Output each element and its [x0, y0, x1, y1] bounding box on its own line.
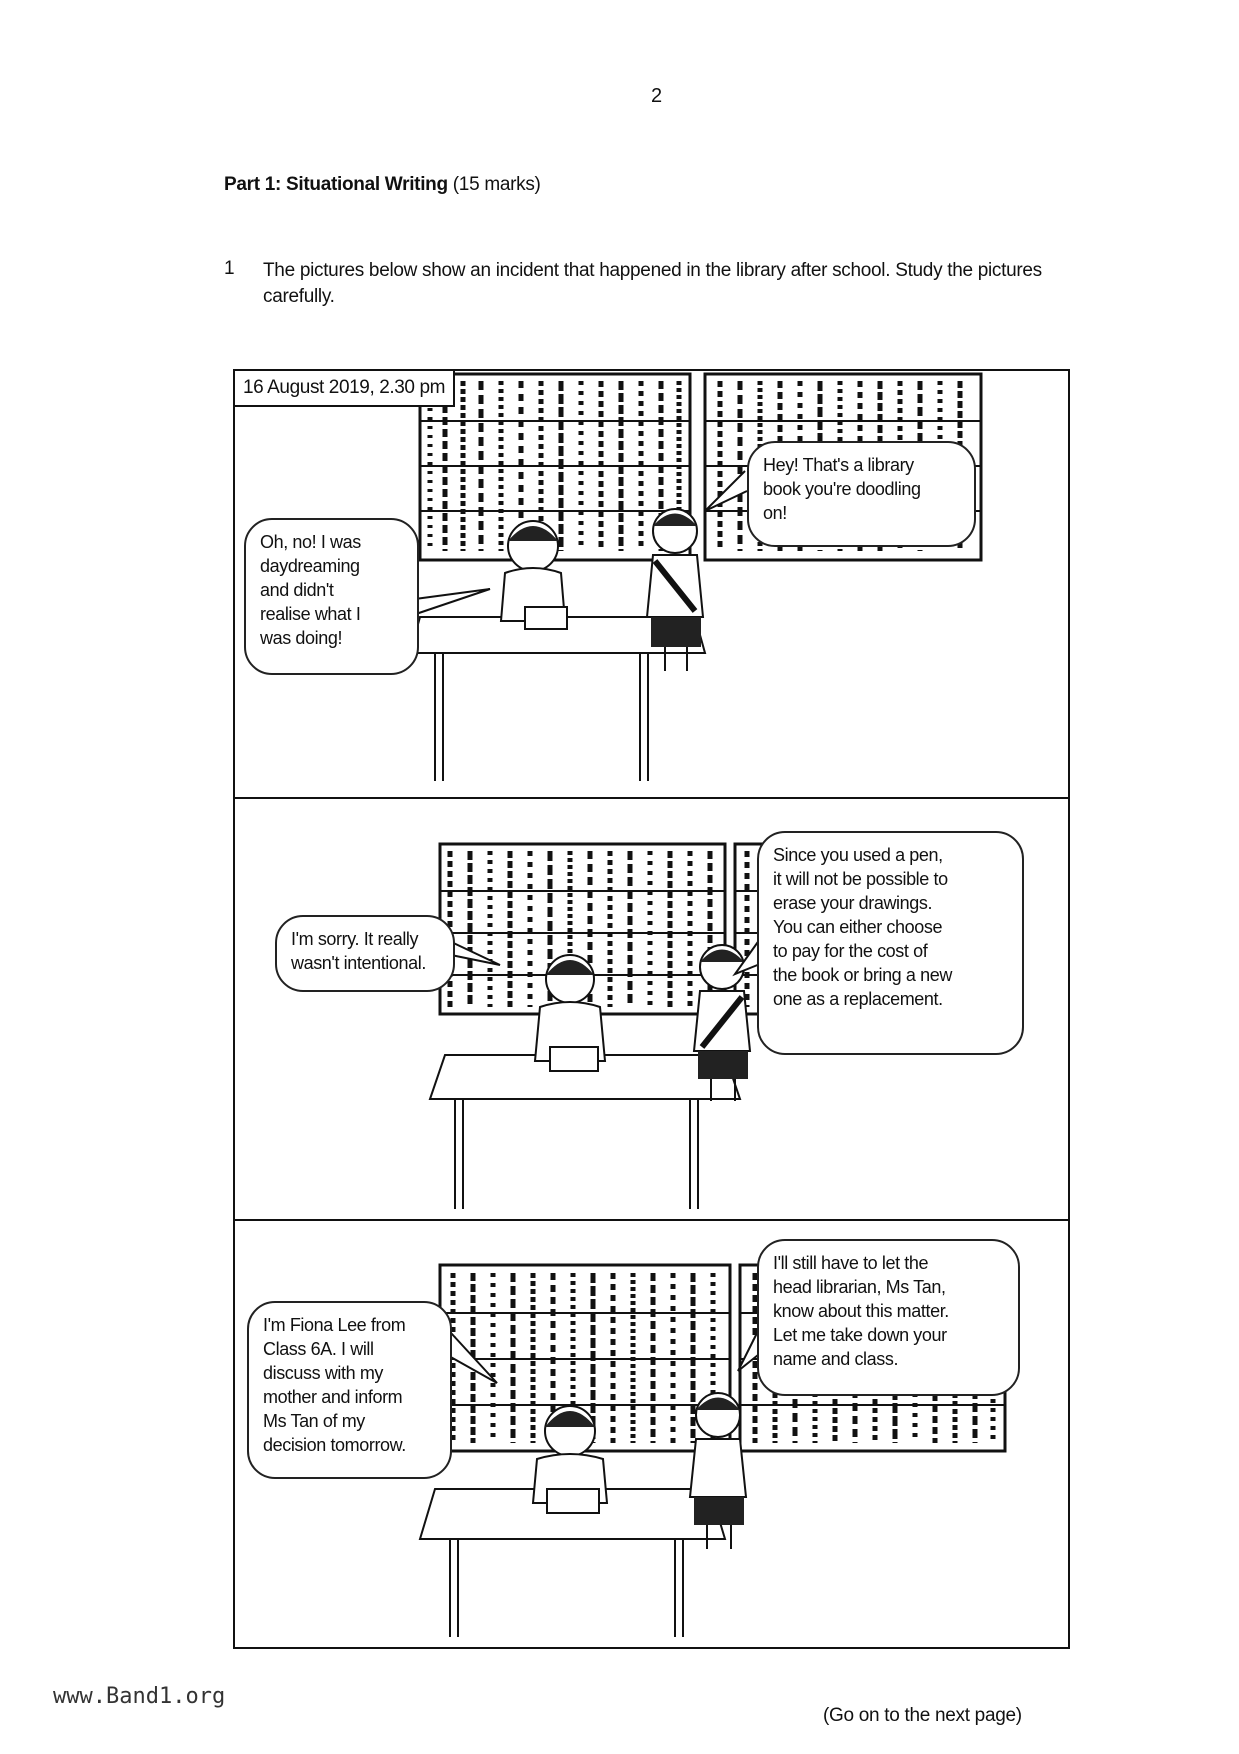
bubble-line: Ms Tan of my: [263, 1411, 365, 1431]
footer-url: www.Band1.org: [53, 1684, 226, 1709]
bubble-line: Hey! That's a library: [763, 455, 914, 475]
speech-bubble-girl: [275, 915, 455, 992]
comic-panel-3: [235, 1219, 1068, 1649]
bubble-line: Since you used a pen,: [773, 845, 943, 865]
bubble-line: daydreaming: [260, 556, 360, 576]
bubble-line: on!: [763, 503, 787, 523]
bubble-line: realise what I: [260, 604, 361, 624]
section-heading: [224, 174, 541, 196]
bubble-line: head librarian, Ms Tan,: [773, 1277, 946, 1297]
bubble-line: and didn't: [260, 580, 334, 600]
bubble-line: erase your drawings.: [773, 893, 933, 913]
bubble-line: was doing!: [260, 628, 343, 648]
bubble-line: I'm Fiona Lee from: [263, 1315, 406, 1335]
bubble-line: You can either choose: [773, 917, 943, 937]
bubble-line: Oh, no! I was: [260, 532, 361, 552]
bubble-line: decision tomorrow.: [263, 1435, 406, 1455]
bubble-line: know about this matter.: [773, 1301, 949, 1321]
section-title: Part 1: Situational Writing: [224, 174, 448, 195]
speech-bubble-girl: [244, 518, 419, 675]
speech-bubble-girl: [247, 1301, 452, 1479]
speech-bubble-librarian: [757, 831, 1024, 1055]
bubble-line: discuss with my: [263, 1363, 384, 1383]
bubble-line: mother and inform: [263, 1387, 403, 1407]
page-number: 2: [651, 85, 663, 107]
bubble-line: wasn't intentional.: [291, 953, 426, 973]
bubble-line: I'll still have to let the: [773, 1253, 929, 1273]
bubble-line: to pay for the cost of: [773, 941, 928, 961]
go-on-next-page-note: (Go on to the next page): [823, 1705, 1022, 1726]
question-number: 1: [224, 258, 235, 279]
bubble-line: one as a replacement.: [773, 989, 943, 1009]
bubble-line: Class 6A. I will: [263, 1339, 374, 1359]
bubble-line: name and class.: [773, 1349, 899, 1369]
bubble-line: Let me take down your: [773, 1325, 947, 1345]
comic-strip: [233, 369, 1070, 1649]
comic-panel-1: [235, 371, 1068, 797]
speech-bubble-librarian: [757, 1239, 1020, 1396]
bubble-line: it will not be possible to: [773, 869, 948, 889]
bubble-line: book you're doodling: [763, 479, 921, 499]
speech-bubble-librarian: [747, 441, 976, 547]
section-marks: (15 marks): [452, 174, 541, 195]
question-text: The pictures below show an incident that happened in the library after school. Study the pictures carefully.: [263, 260, 1042, 307]
comic-panel-2: [235, 797, 1068, 1221]
bubble-line: the book or bring a new: [773, 965, 952, 985]
date-time-label: 16 August 2019, 2.30 pm: [235, 371, 455, 407]
bubble-line: I'm sorry. It really: [291, 929, 419, 949]
